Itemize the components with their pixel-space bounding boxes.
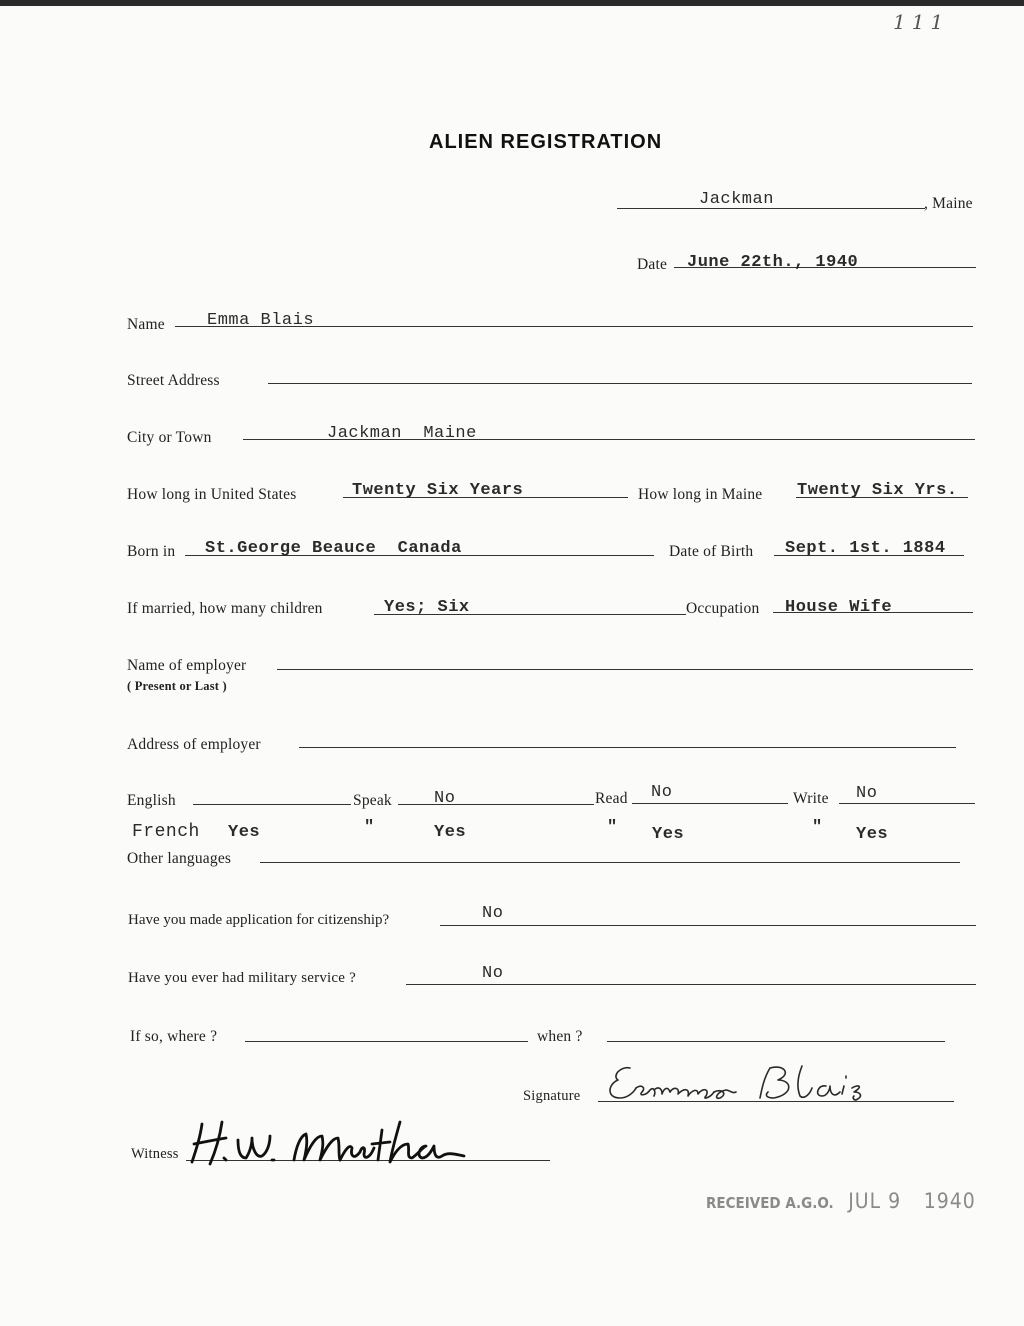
write-line bbox=[839, 803, 975, 804]
how-long-us-value: Twenty Six Years bbox=[352, 481, 524, 500]
where-label: If so, where ? bbox=[130, 1028, 218, 1045]
born-in-label: Born in bbox=[127, 543, 176, 560]
date-of-birth-label: Date of Birth bbox=[669, 543, 754, 560]
other-languages-line bbox=[260, 862, 960, 863]
when-label: when ? bbox=[537, 1028, 583, 1045]
employer-address-line bbox=[299, 747, 956, 748]
military-value: No bbox=[482, 964, 504, 983]
signature-label: Signature bbox=[523, 1088, 581, 1104]
citizenship-line bbox=[440, 925, 976, 926]
occupation-label: Occupation bbox=[686, 600, 760, 617]
children-value: Yes; Six bbox=[384, 598, 470, 617]
employer-line bbox=[277, 669, 973, 670]
state-label: , Maine bbox=[924, 195, 973, 212]
english-line bbox=[193, 804, 351, 805]
town-value: Jackman bbox=[699, 190, 774, 209]
name-label: Name bbox=[127, 316, 165, 333]
when-line bbox=[607, 1041, 945, 1042]
other-languages-label: Other languages bbox=[127, 850, 232, 867]
employer-sublabel: ( Present or Last ) bbox=[127, 679, 227, 693]
ditto-write: " bbox=[812, 818, 823, 837]
military-label: Have you ever had military service ? bbox=[128, 970, 356, 986]
date-label: Date bbox=[637, 256, 668, 273]
french-speak-value: Yes bbox=[434, 823, 467, 842]
witness-signature-image bbox=[186, 1118, 486, 1168]
how-long-us-label: How long in United States bbox=[127, 486, 297, 503]
read-label: Read bbox=[595, 790, 628, 807]
born-in-value: St.George Beauce Canada bbox=[205, 539, 462, 558]
speak-line bbox=[398, 804, 594, 805]
received-year: 1940 bbox=[923, 1189, 976, 1213]
english-speak-value: No bbox=[434, 789, 456, 808]
signature-image bbox=[602, 1058, 902, 1108]
citizenship-label: Have you made application for citizenship? bbox=[128, 912, 390, 928]
corner-mark: 111 bbox=[893, 10, 950, 34]
french-read-value: Yes bbox=[652, 825, 685, 844]
street-label: Street Address bbox=[127, 372, 220, 389]
french-write-value: Yes bbox=[856, 825, 889, 844]
date-value: June 22th., 1940 bbox=[687, 253, 859, 272]
where-line bbox=[245, 1041, 528, 1042]
scan-top-edge bbox=[0, 0, 1024, 6]
name-value: Emma Blais bbox=[207, 311, 315, 330]
english-write-value: No bbox=[856, 784, 878, 803]
children-label: If married, how many children bbox=[127, 600, 323, 617]
form-title: ALIEN REGISTRATION bbox=[429, 131, 663, 153]
occupation-value: House Wife bbox=[785, 598, 893, 617]
signature-text: Emma Blais bbox=[602, 1058, 607, 1059]
how-long-maine-label: How long in Maine bbox=[638, 486, 763, 503]
military-line bbox=[406, 984, 976, 985]
received-label: RECEIVED A.G.O. bbox=[706, 1194, 834, 1212]
witness-label: Witness bbox=[131, 1146, 179, 1162]
read-line bbox=[632, 803, 788, 804]
received-stamp bbox=[706, 1189, 976, 1213]
ditto-speak: " bbox=[364, 818, 375, 837]
received-date: JUL 9 bbox=[848, 1189, 902, 1213]
employer-label: Name of employer bbox=[127, 657, 247, 674]
ditto-read: " bbox=[607, 818, 618, 837]
english-read-value: No bbox=[651, 783, 673, 802]
write-label: Write bbox=[793, 790, 829, 807]
speak-label: Speak bbox=[353, 792, 392, 809]
witness-text: H.W. Murtha bbox=[186, 1118, 192, 1119]
how-long-maine-value: Twenty Six Yrs. bbox=[797, 481, 958, 500]
employer-address-label: Address of employer bbox=[127, 736, 261, 753]
french-label: French bbox=[132, 822, 200, 842]
french-value: Yes bbox=[228, 823, 261, 842]
city-value: Jackman Maine bbox=[327, 424, 477, 443]
date-of-birth-value: Sept. 1st. 1884 bbox=[785, 539, 946, 558]
english-label: English bbox=[127, 792, 176, 809]
citizenship-value: No bbox=[482, 904, 504, 923]
city-label: City or Town bbox=[127, 429, 212, 446]
street-line bbox=[268, 383, 972, 384]
